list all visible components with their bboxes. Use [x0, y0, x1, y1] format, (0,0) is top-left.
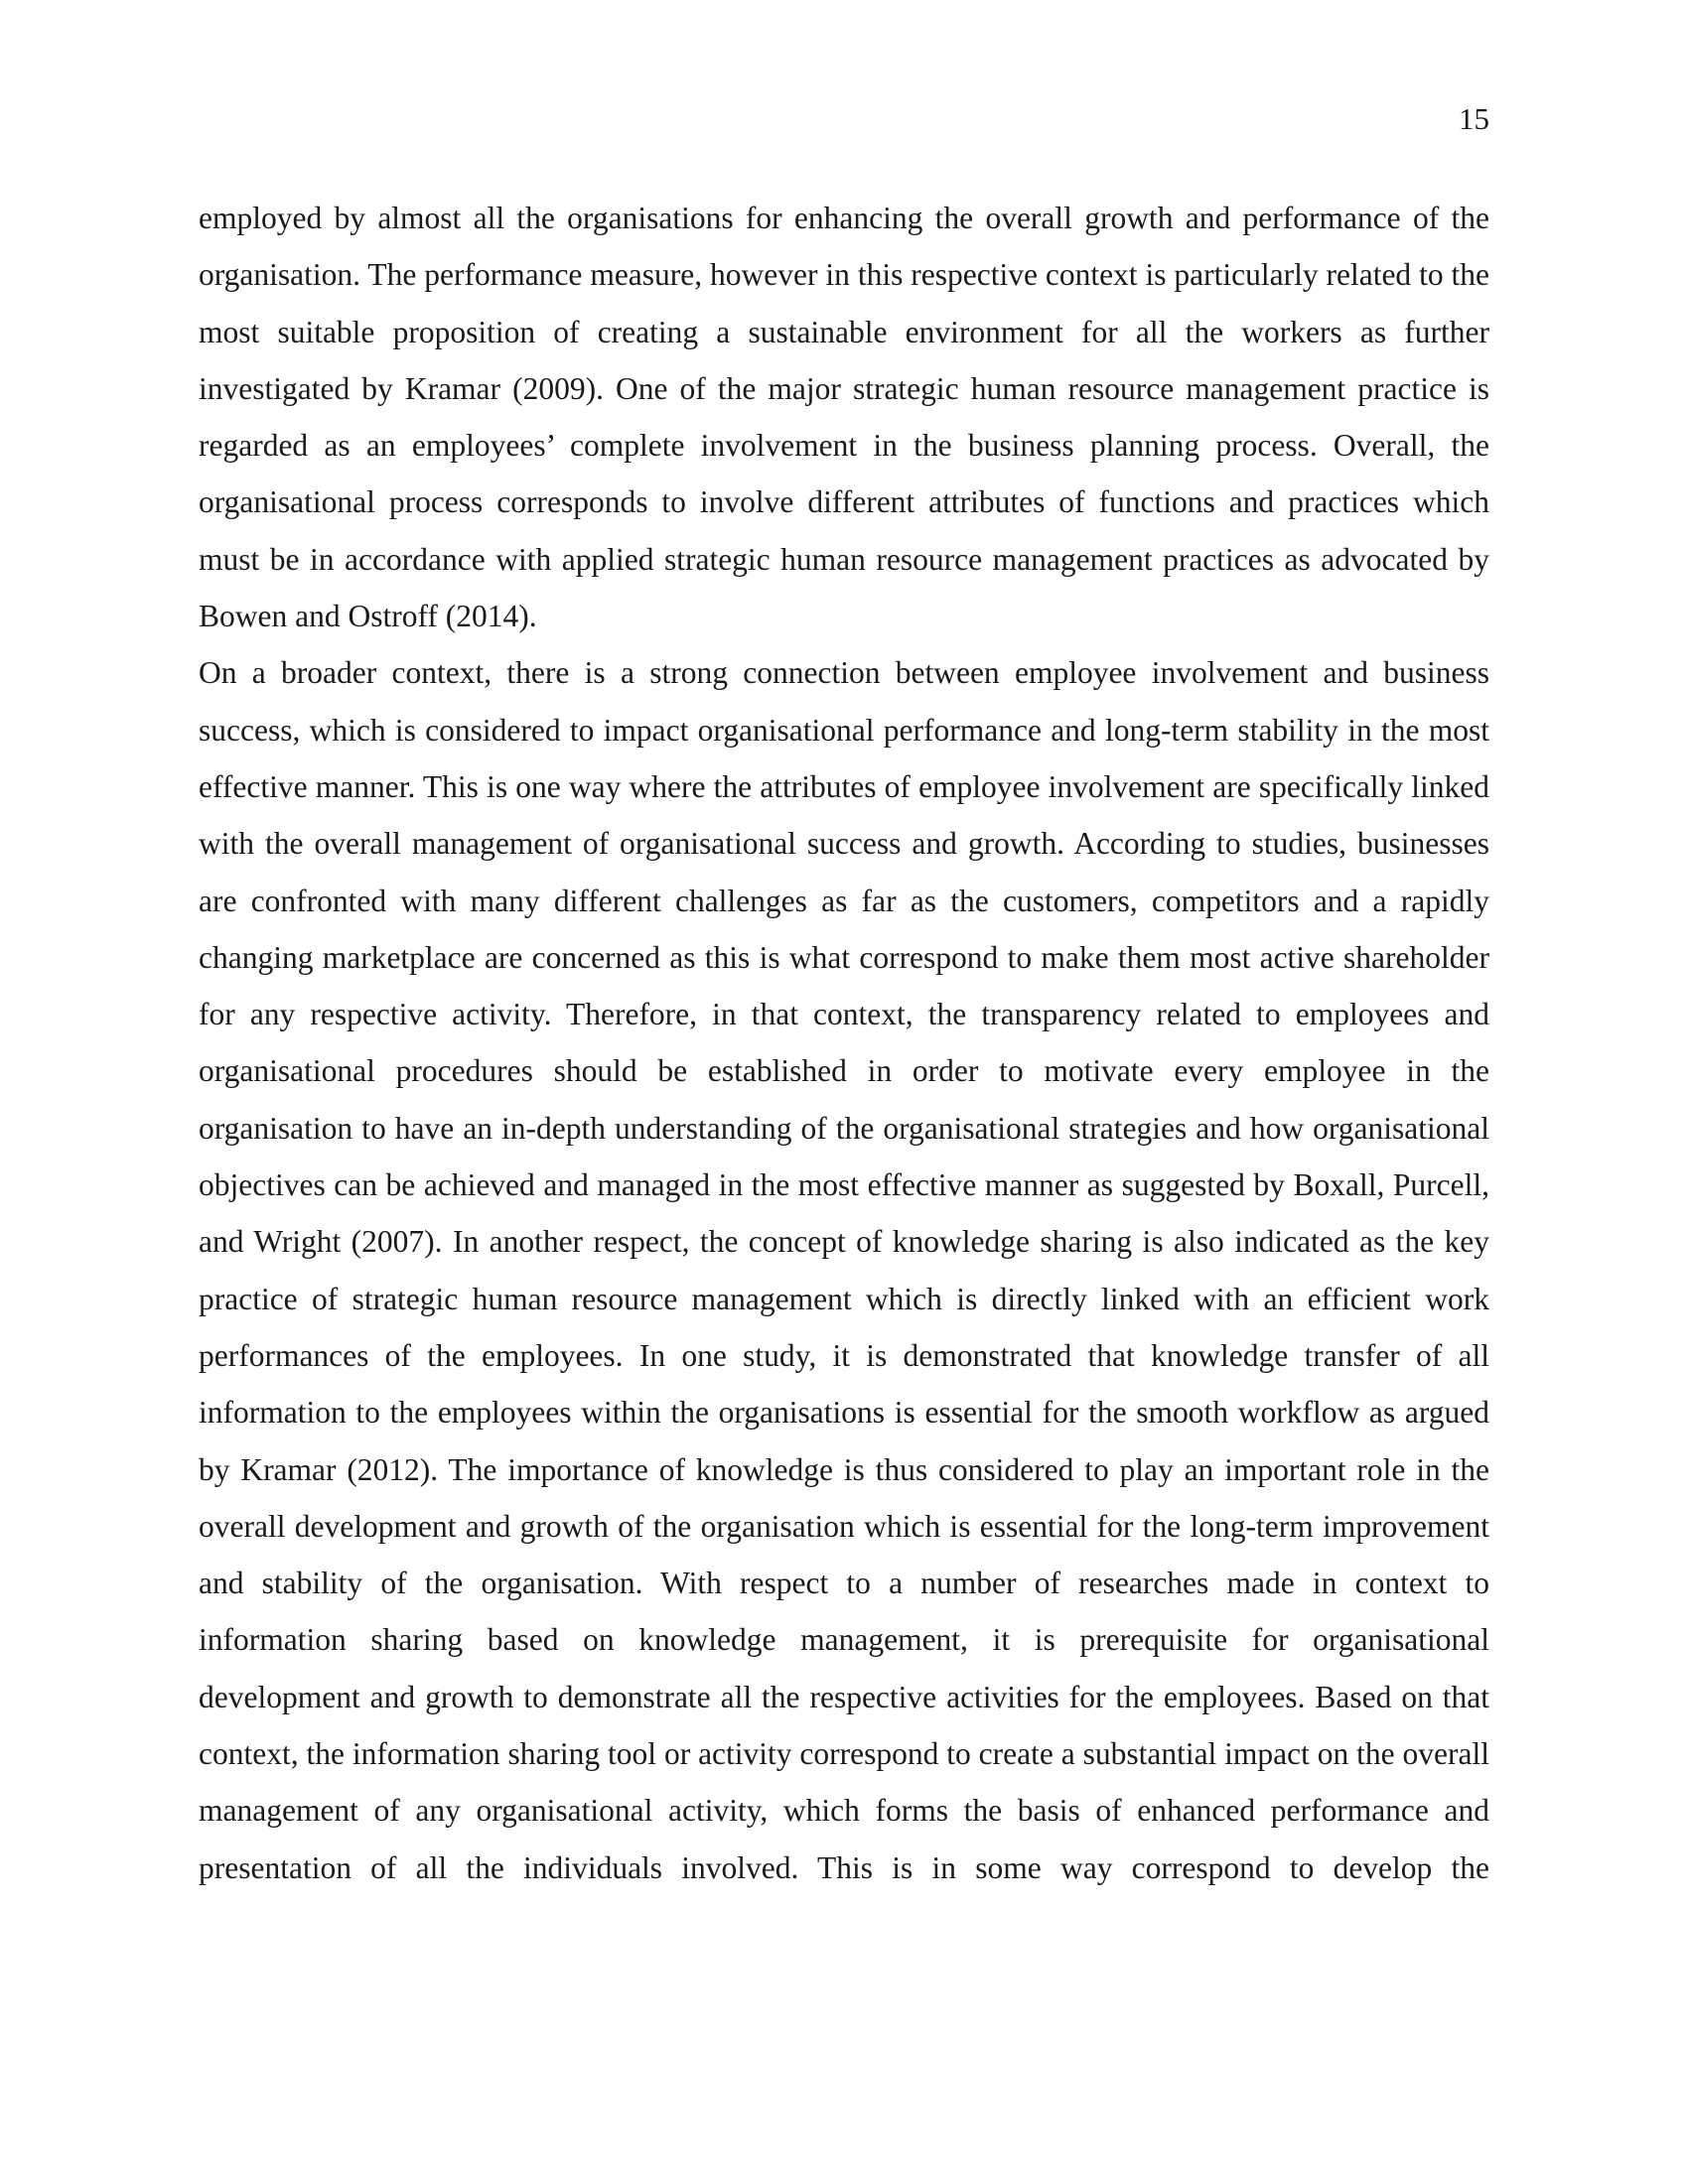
paragraph-1: employed by almost all the organisations for enhancing the overall growth and performance of the organisation. The performance measure, however in this respective context is particularly related to the most suitable proposition of creating a sustainable environment for all the workers as further investigated by Kramar (2009). One of the major strategic human resource management practice is regarded as an employees’ complete involvement in the business planning process. Overall, the organisational process corresponds to involve different attributes of functions and practices which must be in accordance with applied strategic human resource management practices as advocated by Bowen and Ostroff (2014).: [199, 201, 1489, 634]
body-text: [199, 190, 1489, 1896]
paragraph-2: On a broader context, there is a strong connection between employee involvement and business success, which is considered to impact organisational performance and long-term stability in the most effective manner. This is one way where the attributes of employee involvement are specifically linked with the overall management of organisational success and growth. According to studies, businesses are confronted with many different challenges as far as the customers, competitors and a rapidly changing marketplace are concerned as this is what correspond to make them most active shareholder for any respective activity. Therefore, in that context, the transparency related to employees and organisational procedures should be established in order to motivate every employee in the organisation to have an in-depth understanding of the organisational strategies and how organisational objectives can be achieved and managed in the most effective manner as suggested by Boxall, Purcell, and Wright (2007). In another respect, the concept of knowledge sharing is also indicated as the key practice of strategic human resource management which is directly linked with an efficient work performances of the employees. In one study, it is demonstrated that knowledge transfer of all information to the employees within the organisations is essential for the smooth workflow as argued by Kramar (2012). The importance of knowledge is thus considered to play an important role in the overall development and growth of the organisation which is essential for the long-term improvement and stability of the organisation. With respect to a number of researches made in context to information sharing based on knowledge management, it is prerequisite for organisational development and growth to demonstrate all the respective activities for the employees. Based on that context, the information sharing tool or activity correspond to create a substantial impact on the overall management of any organisational activity, which forms the basis of enhanced performance and presentation of all the individuals involved. This is in some way correspond to develop the: [199, 655, 1489, 1885]
page-number: 15: [1459, 101, 1489, 136]
